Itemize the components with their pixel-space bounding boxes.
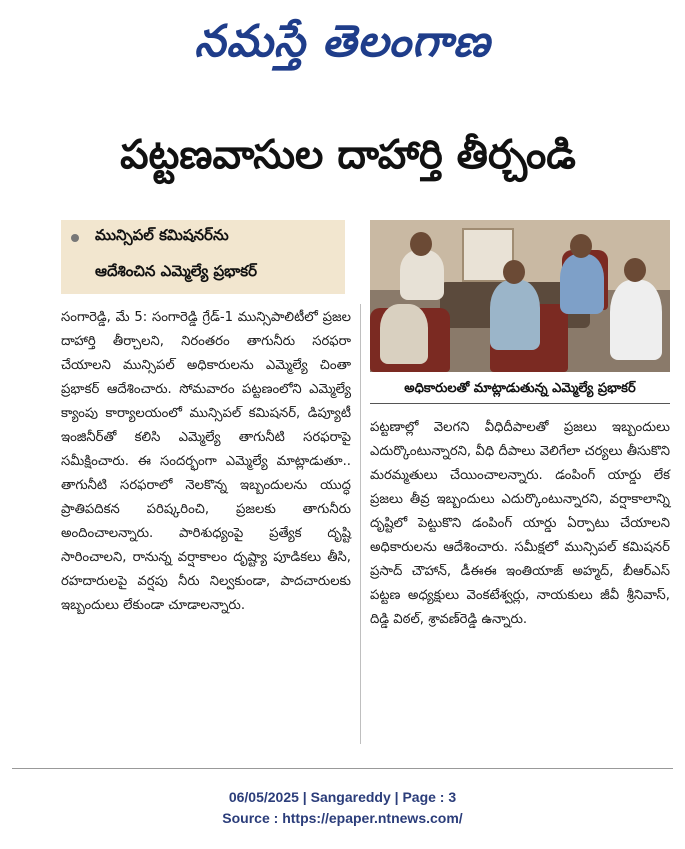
column-divider xyxy=(360,304,361,744)
caption-rule xyxy=(370,403,670,404)
news-photo xyxy=(370,220,670,372)
masthead-logo: నమస్తే తెలంగాణ xyxy=(194,16,491,67)
deck-line-2: ఆదేశించిన ఎమ్మెల్యే ప్రభాకర్ xyxy=(95,262,258,280)
footer-source-line: Source : https://epaper.ntnews.com/ xyxy=(222,810,463,826)
article-text: పట్టణాల్లో వెలగని వీధిదీపాలతో ప్రజలు ఇబ్బందులు ఎదుర్కొంటున్నారని, వీధి దీపాలు వెలిగేలా చర్యలు తీసుకొని మరమ్మతులు చేయించాలన్నారు. డంపింగ్ యార్డు లేక ప్రజలు తీవ్ర ఇబ్బందులు ఎదుర్కొంటున్నారని, వర్షాకాలాన్ని దృష్టిలో పెట్టుకొని డంపింగ్ యార్డు ఏర్పాటు చేయాలని అధికారులను ఆదేశించారు. సమీక్షలో మున్సిపల్ కమిషనర్ ప్రసాద్ చౌహాన్, డీఈఈ ఇంతియాజ్ అహ్మద్, బీఆర్‌ఎస్ పట్టణ అధ్యక్షులు వెంకటేశ్వర్లు, నాయకులు జీవీ శ్రీనివాస్, దిడ్డి విఠల్, శ్రావణ్‌రెడ్డి ఉన్నారు. xyxy=(370,420,670,627)
photo-head xyxy=(624,258,646,282)
deck-box xyxy=(61,220,345,294)
photo-person xyxy=(400,250,444,300)
photo-head xyxy=(570,234,592,258)
article-column-1 xyxy=(61,306,351,618)
photo-person xyxy=(560,254,604,314)
photo-person xyxy=(380,304,428,364)
photo-person xyxy=(610,280,662,360)
headline: పట్టణవాసుల దాహార్తి తీర్చండి xyxy=(120,132,576,178)
newspaper-clipping xyxy=(8,4,677,772)
deck-line-1: మున్సిపల్ కమిషనర్‌ను xyxy=(95,226,229,244)
article-column-2 xyxy=(370,416,670,632)
bullet-icon xyxy=(71,234,79,242)
photo-head xyxy=(503,260,525,284)
article-text: సంగారెడ్డి, మే 5: సంగారెడ్డి గ్రేడ్-1 మున్సిపాలిటీలో ప్రజల దాహార్తి తీర్చాలని, నిరంతరం తాగునీరు సరఫరా చేయాలని మున్సిపల్ అధికారులను ఎమ్మెల్యే చింతా ప్రభాకర్ ఆదేశించారు. సోమవారం పట్టణంలోని ఎమ్మెల్యే క్యాంపు కార్యాలయంలో మున్సిపల్ కమిషనర్, డిప్యూటీ ఇంజినీర్‌తో కలిసి ఎమ్మెల్యే తాగునీటి సరఫరాపై సమీక్షించారు. ఈ సందర్భంగా ఎమ్మెల్యే మాట్లాడుతూ.. తాగునీటి సరఫరాలో నెలకొన్న ఇబ్బందులను యుద్ధ ప్రాతిపదికన పరిష్కరించి, ప్రజలకు తాగునీరు అందించాలన్నారు. పారిశుధ్యంపై ప్రత్యేక దృష్టి సారించాలని, రానున్న వర్షాకాలం దృష్ట్యా పూడికలు తీసి, రహదారులపై వర్షపు నీరు నిల్వకుండా, పాదచారులకు ఇబ్బందులు లేకుండా చూడాలన్నారు. xyxy=(61,310,351,613)
photo-person xyxy=(490,280,540,350)
footer-date-line: 06/05/2025 | Sangareddy | Page : 3 xyxy=(228,789,457,805)
photo-head xyxy=(410,232,432,256)
footer-rule xyxy=(12,768,673,769)
photo-caption: అధికారులతో మాట్లాడుతున్న ఎమ్మెల్యే ప్రభాకర్ xyxy=(404,381,636,396)
